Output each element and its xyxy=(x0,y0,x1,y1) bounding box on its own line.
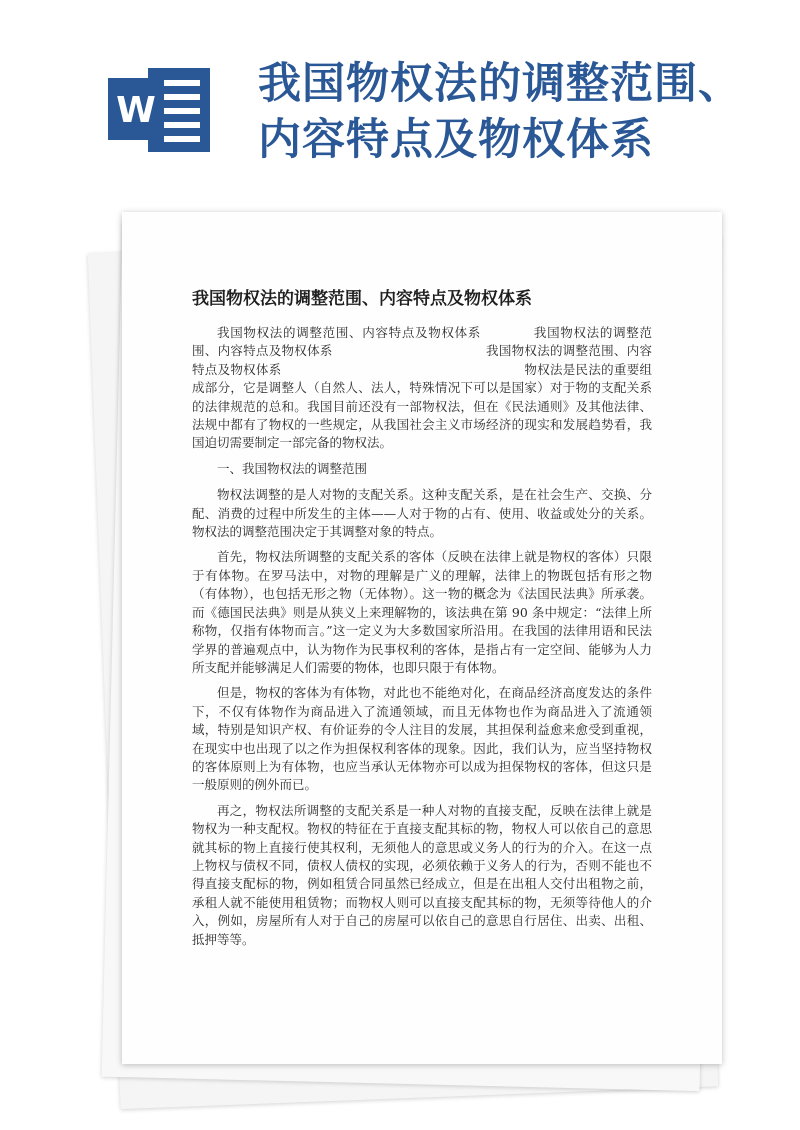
paragraph: 再之，物权法所调整的支配关系是一种人对物的直接支配，反映在法律上就是物权为一种支配权。物权的特征在于直接支配其标的物，物权人可以依自己的意思就其标的物上直接行使其权利，无须他人的意思或义务人的行为的介入。在这一点上物权与债权不同，债权人债权的实现，必须依赖于义务人的行为，否则不能也不得直接支配标的物，例如租赁合同虽然已经成立，但是在出租人交付出租物之前，承租人就不能使用租赁物；而物权人则可以直接支配其标的物，无须等待他人的介入，例如，房屋所有人对于自己的房屋可以依自己的意思自行居住、出卖、出租、抵押等等。 xyxy=(192,802,652,947)
document-page xyxy=(122,212,722,1064)
paragraph: 我国物权法的调整范围、内容特点及物权体系 我国物权法的调整范围、内容特点及物权体系 我国物权法的调整范围、内容特点及物权体系 物权法是民法的重要组成部分，它是调整人（自然人、法人，特殊情况下可以是国家）对于物的支配关系的法律规范的总和。我国目前还没有一部物权法，但在《民法通则》及其他法律、法规中都有了物权的一些规定，从我国社会主义市场经济的现实和发展趋势看，我国迫切需要制定一部完备的物权法。 xyxy=(192,325,652,451)
logo-letter: W xyxy=(116,90,156,131)
section-heading: 一、我国物权法的调整范围 xyxy=(217,460,368,476)
paragraph: 首先，物权法所调整的支配关系的客体（反映在法律上就是物权的客体）只限于有体物。在罗马法中，对物的理解是广义的理解，法律上的物既包括有形之物（有体物），也包括无形之物（无体物）。这一物的概念为《法国民法典》所承袭。而《德国民法典》则是从狭义上来理解物的，该法典在第 90 条中规定：“法律上所称物，仅指有体物而言。”这一定义为大多数国家所沿用。在我国的法律用语和民法学界的普遍观点中，认为物作为民事权利的客体，是指占有一定空间、能够为人力所支配并能够满足人们需要的物体，也即只限于有体物。 xyxy=(192,549,652,675)
word-document-icon xyxy=(108,64,212,156)
document-body xyxy=(192,324,652,956)
paragraph: 但是，物权的客体为有体物，对此也不能绝对化，在商品经济高度发达的条件下，不仅有体物作为商品进入了流通领域，而且无体物也作为商品进入了流通领域，特别是知识产权、有价证券的令人注目的发展，其担保利益愈来愈受到重视，在现实中也出现了以之作为担保权利客体的现象。因此，我们认为，应当坚持物权的客体原则上为有体物，也应当承认无体物亦可以成为担保物权的客体，但这只是一般原则的例外而已。 xyxy=(192,685,652,793)
page-title: 我国物权法的调整范围、内容特点及物权体系 xyxy=(258,59,742,165)
paragraph: 物权法调整的是人对物的支配关系。这种支配关系，是在社会生产、交换、分配、消费的过程中所发生的主体——人对于物的占有、使用、收益或处分的关系。物权法的调整范围决定于其调整对象的特点。 xyxy=(192,487,652,540)
document-title: 我国物权法的调整范围、内容特点及物权体系 xyxy=(192,289,532,309)
